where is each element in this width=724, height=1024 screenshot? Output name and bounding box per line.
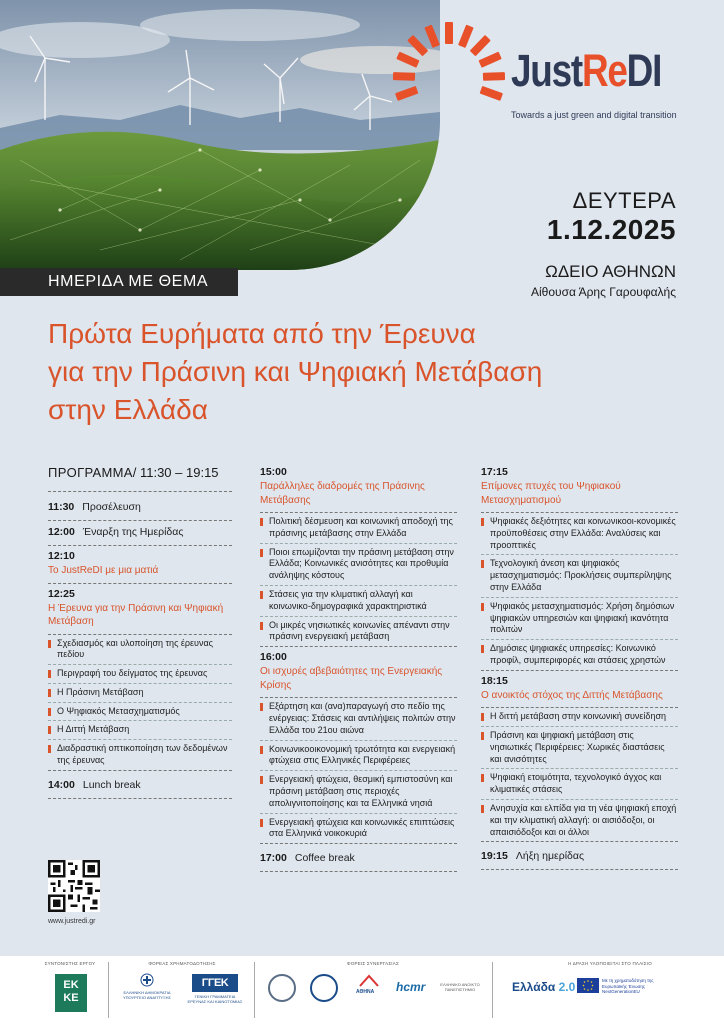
schedule-slot bbox=[48, 584, 232, 635]
hero-image bbox=[0, 0, 440, 270]
session-item: Σχεδιασμός και υλοποίηση της έρευνας πεδίου bbox=[48, 635, 232, 666]
eu-flag-icon bbox=[577, 978, 599, 993]
program-column-3 bbox=[481, 462, 678, 870]
ekke-logo: ΕΚ ΚΕ bbox=[55, 974, 87, 1012]
title-line: Πρώτα Ευρήματα από την Έρευνα bbox=[48, 318, 476, 349]
event-hall: Αίθουσα Άρης Γαρουφαλής bbox=[530, 285, 676, 299]
slot-label: Έναρξη της Ημερίδας bbox=[82, 526, 184, 538]
slot-title: Παράλληλες διαδρομές της Πράσινης Μετάβασης bbox=[260, 481, 425, 506]
session-item: Πολιτική δέσμευση και κοινωνική αποδοχή της πράσινης μετάβασης στην Ελλάδα bbox=[260, 513, 457, 544]
event-type-band: ΗΜΕΡΙΔΑ ΜΕ ΘΕΜΑ bbox=[0, 268, 238, 296]
athena-label: ΑΘΗΝΑ bbox=[356, 989, 375, 995]
session-item: Διαδραστική οπτικοποίηση των δεδομένων της έρευνας bbox=[48, 740, 232, 770]
session-item: Η Πράσινη Μετάβαση bbox=[48, 684, 232, 703]
slot-time: 14:00 bbox=[48, 778, 75, 791]
footer-divider bbox=[108, 962, 109, 1018]
slot-time: 12:10 bbox=[48, 550, 75, 562]
sponsor-footer bbox=[0, 956, 724, 1024]
gsrt-text: ΓΕΝΙΚΗ ΓΡΑΜΜΑΤΕΙΑ ΕΡΕΥΝΑΣ ΚΑΙ ΚΑΙΝΟΤΟΜΙΑΣ bbox=[187, 994, 243, 1004]
logo-tagline: Towards a just green and digital transition bbox=[511, 110, 677, 120]
program-column-1 bbox=[48, 462, 232, 799]
session-items bbox=[481, 708, 678, 842]
schedule-slot bbox=[481, 462, 678, 513]
slot-label: Lunch break bbox=[82, 778, 141, 791]
slot-time: 11:30 bbox=[48, 501, 75, 513]
slot-title: Επίμονες πτυχές του Ψηφιακού Μετασχηματισμού bbox=[481, 481, 621, 506]
session-item: Ψηφιακός μετασχηματισμός: Χρήση δημόσιων ψηφιακών υπηρεσιών και ψηφιακή ικανότητα πολιτών bbox=[481, 598, 678, 640]
session-item: Ανησυχία και ελπίδα για τη νέα ψηφιακή εποχή και την κλιματική αλλαγή: οι αισιόδοξοι, οι απαισιόδοξοι και οι άλλοι bbox=[481, 800, 678, 841]
schedule-slot bbox=[48, 546, 232, 584]
session-item: Ο Ψηφιακός Μετασχηματισμός bbox=[48, 703, 232, 722]
event-date: 1.12.2025 bbox=[546, 214, 676, 245]
athena-logo-icon bbox=[358, 974, 380, 988]
website-url[interactable]: www.justredi.gr bbox=[48, 918, 96, 925]
wind-landscape-illustration bbox=[0, 0, 440, 270]
session-item: Η διττή μετάβαση στην κοινωνική συνείδηση bbox=[481, 708, 678, 727]
session-item: Ενεργειακή φτώχεια, θεσμική εμπιστοσύνη και πράσινη μετάβαση στις περιοχές απολιγνιτοποίησης και τα Ελληνικά νησιά bbox=[260, 771, 457, 813]
session-item: Περιγραφή του δείγματος της έρευνας bbox=[48, 665, 232, 684]
session-item: Δημόσιες ψηφιακές υπηρεσίες: Κοινωνικό προφίλ, συμπεριφορές και στάσεις χρηστών bbox=[481, 640, 678, 670]
support-caption: Η ΔΡΑΣΗ ΥΛΟΠΟΙΕΙΤΑΙ ΣΤΟ ΠΛΑΙΣΙΟ bbox=[568, 961, 652, 966]
slot-label: Προσέλευση bbox=[82, 501, 141, 513]
session-item: Η Διττή Μετάβαση bbox=[48, 721, 232, 740]
event-day: ΔΕΥΤΕΡΑ bbox=[572, 188, 676, 213]
schedule-slot bbox=[260, 844, 457, 872]
event-venue: ΩΔΕΙΟ ΑΘΗΝΩΝ bbox=[545, 262, 676, 281]
session-items bbox=[481, 513, 678, 671]
slot-time: 16:00 bbox=[260, 651, 287, 664]
slot-time: 15:00 bbox=[260, 466, 287, 478]
slot-title: Οι ισχυρές αβεβαιότητες της Ενεργειακής Κρίσης bbox=[260, 666, 443, 691]
greek-emblem-icon bbox=[140, 973, 154, 987]
session-item: Πράσινη και ψηφιακή μετάβαση στις νησιωτικές Περιφέρειες: Χωρικές διαστάσεις και ανισότητες bbox=[481, 727, 678, 769]
schedule-slot bbox=[481, 671, 678, 709]
eap-logo: ΕΛΛΗΝΙΚΟ ΑΝΟΙΚΤΟ ΠΑΝΕΠΙΣΤΗΜΙΟ bbox=[440, 982, 480, 992]
justredi-logo: JustReDI bbox=[511, 45, 662, 96]
session-item: Τεχνολογική άνεση και ψηφιακός μετασχηματισμός: Προκλήσεις συμπερίληψης στην Ελλάδα bbox=[481, 555, 678, 597]
slot-title: Το JustReDI με μια ματιά bbox=[48, 565, 159, 576]
session-item: Κοινωνικοοικονομική τρωτότητα και ενεργειακή φτώχεια στις Ελληνικές Περιφέρειες bbox=[260, 741, 457, 772]
ministry-text: ΕΛΛΗΝΙΚΗ ΔΗΜΟΚΡΑΤΙΑ ΥΠΟΥΡΓΕΙΟ ΑΝΑΠΤΥΞΗΣ bbox=[122, 990, 172, 1000]
eu-funding-text: Με τη χρηματοδότηση της Ευρωπαϊκής Ένωσης NextGenerationEU bbox=[602, 978, 654, 994]
sun-rays-icon bbox=[393, 20, 505, 124]
schedule-slot bbox=[481, 842, 678, 870]
session-items bbox=[260, 698, 457, 844]
gsrt-logo: ΓΓΕΚ bbox=[192, 974, 238, 992]
schedule-slot bbox=[48, 521, 232, 546]
slot-label: Coffee break bbox=[294, 852, 355, 865]
session-item: Ποιοι επωμίζονται την πράσινη μετάβαση στην Ελλάδα; Κοινωνικές ανισότητες και προθυμία ανάληψης κόστους bbox=[260, 544, 457, 586]
session-item: Εξάρτηση και (ανα)παραγωγή στο πεδίο της ενέργειας: Στάσεις και αντιλήψεις πολιτών στην Ελλάδα του 21ου αιώνα bbox=[260, 698, 457, 740]
slot-time: 17:00 bbox=[260, 852, 287, 865]
coordinator-caption: ΣΥΝΤΟΝΙΣΤΗΣ ΕΡΓΟΥ bbox=[44, 961, 96, 966]
title-line: στην Ελλάδα bbox=[48, 394, 208, 425]
qr-code-icon[interactable] bbox=[48, 860, 100, 912]
slot-time: 12:25 bbox=[48, 587, 75, 600]
program-column-2 bbox=[260, 462, 457, 872]
session-item: Ενεργειακή φτώχεια και κοινωνικές επιπτώσεις στα Ελληνικά νοικοκυριά bbox=[260, 814, 457, 844]
footer-divider bbox=[254, 962, 255, 1018]
funding-caption: ΦΟΡΕΑΣ ΧΡΗΜΑΤΟΔΟΤΗΣΗΣ bbox=[148, 961, 216, 966]
session-item: Ψηφιακές δεξιότητες και κοινωνικοοι-κονομικές προϋποθέσεις στην Ελλάδα: Αναλύσεις και προοπτικές bbox=[481, 513, 678, 555]
slot-title: Η Έρευνα για την Πράσινη και Ψηφιακή Μετάβαση bbox=[48, 602, 224, 627]
schedule-slot bbox=[48, 496, 232, 521]
greece-2-0-logo: Ελλάδα 2.0 bbox=[512, 980, 576, 994]
slot-title: Ο ανοικτός στόχος της Διττής Μετάβασης bbox=[481, 689, 663, 701]
slot-label: Λήξη ημερίδας bbox=[515, 850, 585, 863]
slot-time: 12:00 bbox=[48, 526, 75, 538]
event-title bbox=[48, 315, 688, 429]
slot-time: 18:15 bbox=[481, 674, 508, 687]
schedule-slot bbox=[260, 462, 457, 513]
title-line: για την Πράσινη και Ψηφιακή Μετάβαση bbox=[48, 356, 543, 387]
university-seal-icon bbox=[268, 974, 296, 1002]
partner-seal-icon bbox=[310, 974, 338, 1002]
schedule-slot bbox=[260, 647, 457, 698]
partners-caption: ΦΟΡΕΙΣ ΣΥΝΕΡΓΑΣΙΑΣ bbox=[347, 961, 399, 966]
session-items bbox=[260, 513, 457, 647]
slot-time: 19:15 bbox=[481, 850, 508, 863]
slot-time: 17:15 bbox=[481, 466, 508, 478]
schedule-slot bbox=[48, 771, 232, 799]
session-items bbox=[48, 635, 232, 771]
session-item: Ψηφιακή ετοιμότητα, τεχνολογικό άγχος και κλιματικές στάσεις bbox=[481, 769, 678, 800]
session-item: Στάσεις για την κλιματική αλλαγή και κοινωνικο-δημογραφικά χαρακτηριστικά bbox=[260, 586, 457, 617]
hcmr-logo: hcmr bbox=[396, 980, 426, 994]
footer-divider bbox=[492, 962, 493, 1018]
program-heading: ΠΡΟΓΡΑΜΜΑ / 11:30 – 19:15 bbox=[48, 462, 232, 492]
session-item: Οι μικρές νησιωτικές κοινωνίες απέναντι στην πράσινη ενεργειακή μετάβαση bbox=[260, 617, 457, 647]
